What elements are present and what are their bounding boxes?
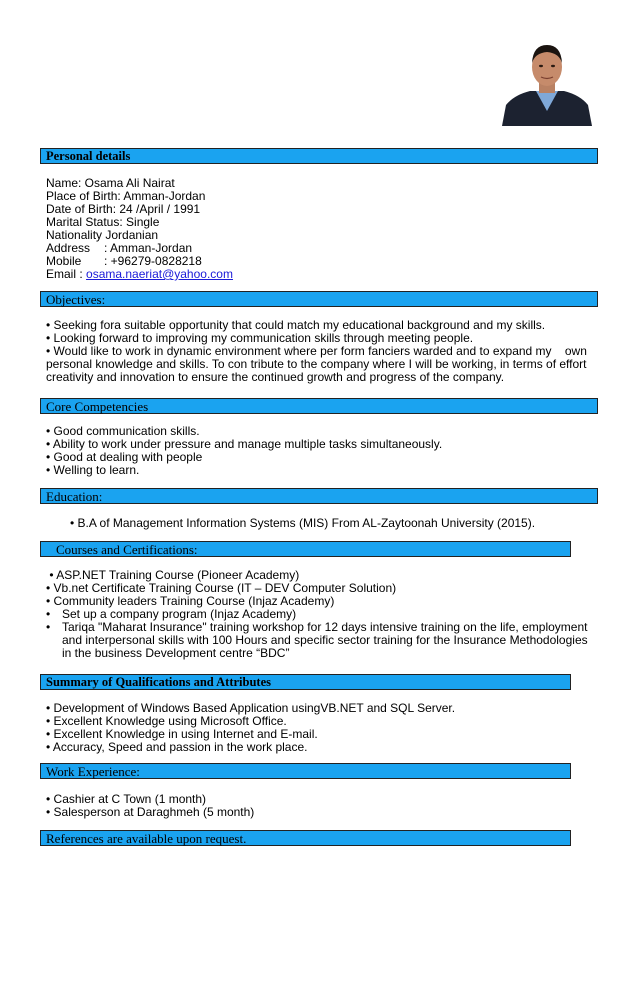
courses-list bbox=[46, 569, 588, 660]
competency-line: • Ability to work under pressure and manage multiple tasks simultaneously. bbox=[46, 437, 443, 451]
mobile-value: : +96279-0828218 bbox=[104, 254, 202, 268]
name-line: Name: Osama Ali Nairat bbox=[46, 176, 175, 190]
course-line: • Vb.net Certificate Training Course (IT – DEV Computer Solution) bbox=[46, 581, 397, 595]
courses-header: Courses and Certifications: bbox=[40, 541, 571, 557]
address-label: Address bbox=[46, 241, 91, 255]
work-line: • Cashier at C Town (1 month) bbox=[46, 792, 207, 806]
summary-list bbox=[46, 702, 455, 754]
work-list bbox=[46, 793, 254, 819]
course-text: Set up a company program (Injaz Academy) bbox=[62, 607, 297, 621]
marital-status-line: Marital Status: Single bbox=[46, 215, 160, 229]
objectives-header: Objectives: bbox=[40, 291, 598, 307]
bullet-dot: • bbox=[46, 620, 51, 634]
course-text: Tariqa "Maharat Insurance" training workshop for 12 days intensive training on the life, employment bbox=[62, 620, 588, 634]
competencies-list bbox=[46, 425, 442, 477]
course-line: • Community leaders Training Course (Injaz Academy) bbox=[46, 594, 335, 608]
summary-line: • Excellent Knowledge in using Internet and E-mail. bbox=[46, 727, 318, 741]
objective-line: • Seeking fora suitable opportunity that could match my educational background and my skills. bbox=[46, 318, 546, 332]
course-continuation: and interpersonal skills with 100 Hours and specific sector training for the Insurance Methodologies bbox=[62, 633, 588, 647]
competency-line: • Good at dealing with people bbox=[46, 450, 203, 464]
personal-details-header: Personal details bbox=[40, 148, 598, 164]
education-header: Education: bbox=[40, 488, 598, 504]
bullet-dot: • bbox=[46, 607, 51, 621]
nationality-line: Nationality Jordanian bbox=[46, 228, 159, 242]
summary-line: • Accuracy, Speed and passion in the work place. bbox=[46, 740, 308, 754]
address-value: : Amman-Jordan bbox=[104, 241, 193, 255]
course-line: • ASP.NET Training Course (Pioneer Academy) bbox=[46, 568, 300, 582]
objective-line: • Looking forward to improving my communication skills through meeting people. bbox=[46, 331, 474, 345]
objective-line: personal knowledge and skills. To con tribute to the company where I will be working, in terms of effort bbox=[46, 357, 587, 371]
work-experience-header: Work Experience: bbox=[40, 763, 571, 779]
mobile-label: Mobile bbox=[46, 254, 82, 268]
competency-line: • Welling to learn. bbox=[46, 463, 140, 477]
objective-line: • Would like to work in dynamic environment where per form fanciers warded and to expand my own bbox=[46, 344, 587, 358]
profile-photo bbox=[500, 39, 594, 126]
summary-header: Summary of Qualifications and Attributes bbox=[40, 674, 571, 690]
personal-details bbox=[46, 177, 233, 281]
email-link[interactable]: osama.naeriat@yahoo.com bbox=[86, 267, 233, 281]
competency-line: • Good communication skills. bbox=[46, 424, 200, 438]
education-line: • B.A of Management Information Systems (MIS) From AL-Zaytoonah University (2015). bbox=[70, 516, 536, 530]
email-label: Email : bbox=[46, 267, 83, 281]
work-line: • Salesperson at Daraghmeh (5 month) bbox=[46, 805, 255, 819]
summary-line: • Excellent Knowledge using Microsoft Office. bbox=[46, 714, 287, 728]
summary-line: • Development of Windows Based Application usingVB.NET and SQL Server. bbox=[46, 701, 456, 715]
birth-date-line: Date of Birth: 24 /April / 1991 bbox=[46, 202, 201, 216]
core-competencies-header: Core Competencies bbox=[40, 398, 598, 414]
references-header: References are available upon request. bbox=[40, 830, 571, 846]
objective-line: creativity and innovation to ensure the continued growth and progress of the company. bbox=[46, 370, 505, 384]
course-continuation: in the business Development centre “BDC” bbox=[62, 646, 290, 660]
objectives-list bbox=[46, 319, 587, 384]
birth-place-line: Place of Birth: Amman-Jordan bbox=[46, 189, 206, 203]
email-line bbox=[46, 268, 233, 281]
